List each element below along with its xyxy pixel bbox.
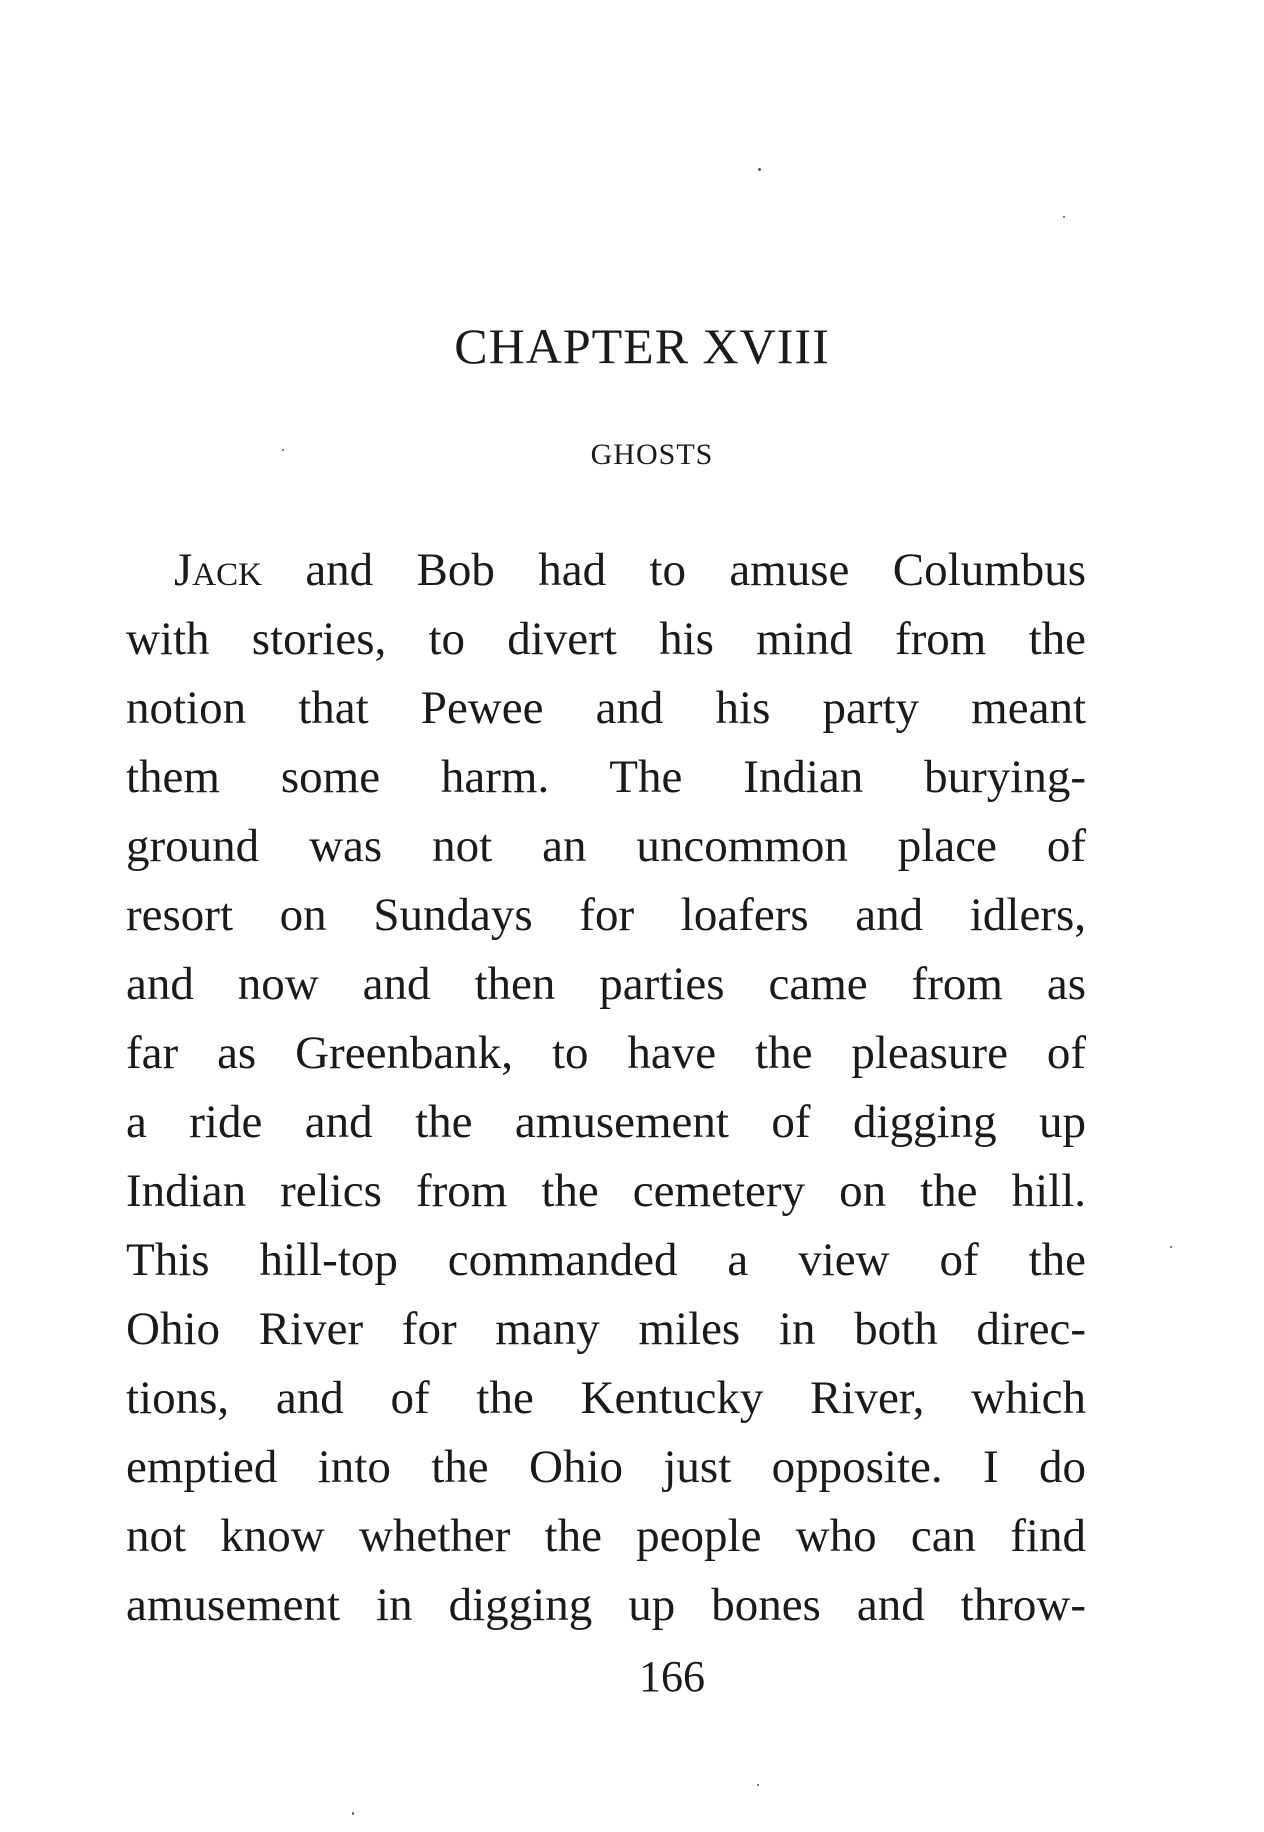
- print-speck: [1170, 1246, 1172, 1248]
- print-speck: [757, 1784, 759, 1786]
- print-speck: [1063, 216, 1065, 218]
- text-line: far as Greenbank, to have the pleasure of: [126, 1027, 1086, 1079]
- print-speck: [758, 168, 761, 171]
- text-line: Indian relics from the cemetery on the hill.: [126, 1165, 1086, 1217]
- text-line: them some harm. The Indian burying-: [126, 751, 1086, 803]
- chapter-title: CHAPTER XVIII: [454, 318, 830, 374]
- text-line: [126, 536, 1086, 605]
- text-line: This hill-top commanded a view of the: [126, 1234, 1086, 1286]
- text-line: Ohio River for many miles in both direc-: [126, 1303, 1086, 1355]
- text-line: with stories, to divert his mind from the: [126, 613, 1086, 665]
- drop-word: Jack: [174, 544, 262, 596]
- text-line: amusement in digging up bones and throw-: [126, 1579, 1086, 1631]
- text-line: not know whether the people who can find: [126, 1510, 1086, 1562]
- text-line: a ride and the amusement of digging up: [126, 1096, 1086, 1148]
- text-line: and now and then parties came from as: [126, 958, 1086, 1010]
- text-line-rest: and Bob had to amuse Columbus: [261, 544, 1086, 596]
- body-text: [126, 536, 1086, 1640]
- text-line: ground was not an uncommon place of: [126, 820, 1086, 872]
- text-line: resort on Sundays for loafers and idlers,: [126, 889, 1086, 941]
- print-speck: [352, 1812, 354, 1815]
- chapter-subtitle: GHOSTS: [590, 438, 714, 471]
- text-line: emptied into the Ohio just opposite. I do: [126, 1441, 1086, 1493]
- page-number: 166: [639, 1652, 705, 1701]
- text-line: tions, and of the Kentucky River, which: [126, 1372, 1086, 1424]
- text-line: notion that Pewee and his party meant: [126, 682, 1086, 734]
